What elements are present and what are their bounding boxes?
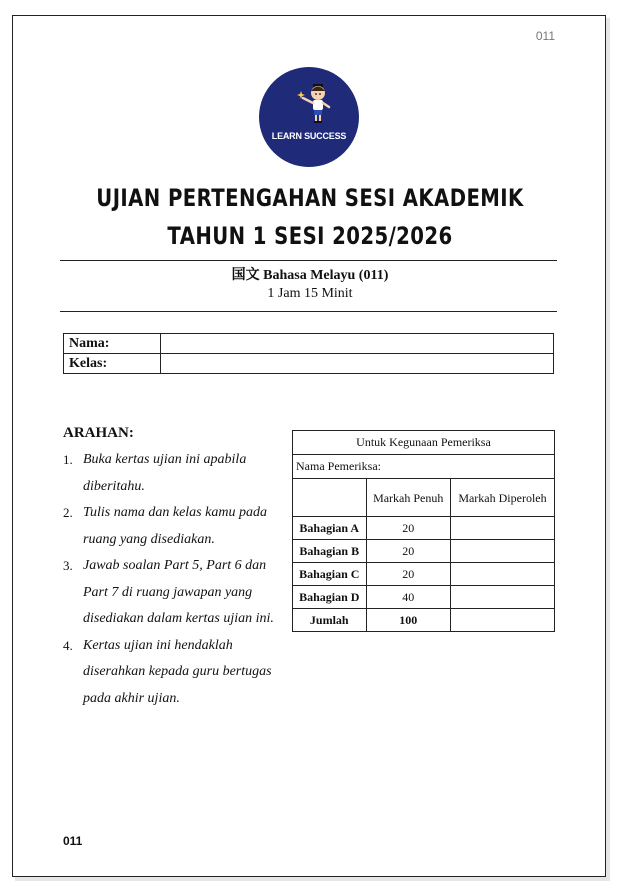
instruction-item: 4. Kertas ujian ini hendaklah diserahkan kepada guru bertugas pada akhir ujian.	[63, 637, 272, 706]
obtained-marks[interactable]	[450, 609, 554, 632]
student-mascot-icon	[259, 67, 359, 167]
page-code-top: 011	[535, 29, 555, 43]
instructions-list	[63, 447, 277, 712]
examiner-name-field[interactable]: Nama Pemeriksa:	[293, 455, 555, 479]
page-shadow-bottom	[15, 877, 610, 881]
exam-cover-page	[12, 15, 606, 877]
obtained-marks[interactable]	[450, 517, 554, 540]
exam-title-line2: TAHUN 1 SESI 2025/2026	[167, 222, 453, 250]
table-row	[293, 540, 555, 563]
obtained-marks[interactable]	[450, 563, 554, 586]
section-name: Bahagian D	[293, 586, 367, 609]
full-marks: 40	[366, 586, 450, 609]
examiner-marks-table	[292, 430, 555, 632]
instruction-item: 2. Tulis nama dan kelas kamu pada ruang yang disediakan.	[63, 505, 267, 547]
col-obtained-marks: Markah Diperoleh	[450, 479, 554, 517]
table-row	[293, 563, 555, 586]
full-marks: 100	[366, 609, 450, 632]
student-info-table	[63, 333, 554, 374]
page-shadow-right	[606, 18, 610, 880]
instruction-item: 1. Buka kertas ujian ini apabila diberitahu.	[63, 452, 247, 494]
table-row	[293, 517, 555, 540]
logo-text: LEARN SUCCESS	[271, 131, 347, 141]
blank-header-cell	[293, 479, 367, 517]
marks-table-header: Untuk Kegunaan Pemeriksa	[293, 431, 555, 455]
subject-line: 国文 Bahasa Melayu (011)	[231, 268, 389, 283]
col-full-marks: Markah Penuh	[366, 479, 450, 517]
instruction-item: 3. Jawab soalan Part 5, Part 6 dan Part 7 di ruang jawapan yang disediakan dalam kertas ujian ini.	[63, 558, 274, 626]
instructions-heading: ARAHAN:	[63, 425, 134, 441]
obtained-marks[interactable]	[450, 586, 554, 609]
section-name: Bahagian B	[293, 540, 367, 563]
exam-title-line1: UJIAN PERTENGAHAN SESI AKADEMIK	[96, 184, 524, 212]
name-field[interactable]	[161, 334, 554, 354]
class-field[interactable]	[161, 354, 554, 374]
section-name: Jumlah	[293, 609, 367, 632]
divider-top	[60, 260, 557, 261]
class-label: Kelas:	[64, 354, 161, 374]
table-row	[293, 586, 555, 609]
duration-line: 1 Jam 15 Minit	[267, 286, 353, 301]
page-code-bottom: 011	[63, 834, 83, 848]
full-marks: 20	[366, 540, 450, 563]
full-marks: 20	[366, 517, 450, 540]
full-marks: 20	[366, 563, 450, 586]
divider-bottom	[60, 311, 557, 312]
section-name: Bahagian A	[293, 517, 367, 540]
total-row	[293, 609, 555, 632]
learn-success-logo	[259, 67, 359, 167]
section-name: Bahagian C	[293, 563, 367, 586]
name-label: Nama:	[64, 334, 161, 354]
obtained-marks[interactable]	[450, 540, 554, 563]
